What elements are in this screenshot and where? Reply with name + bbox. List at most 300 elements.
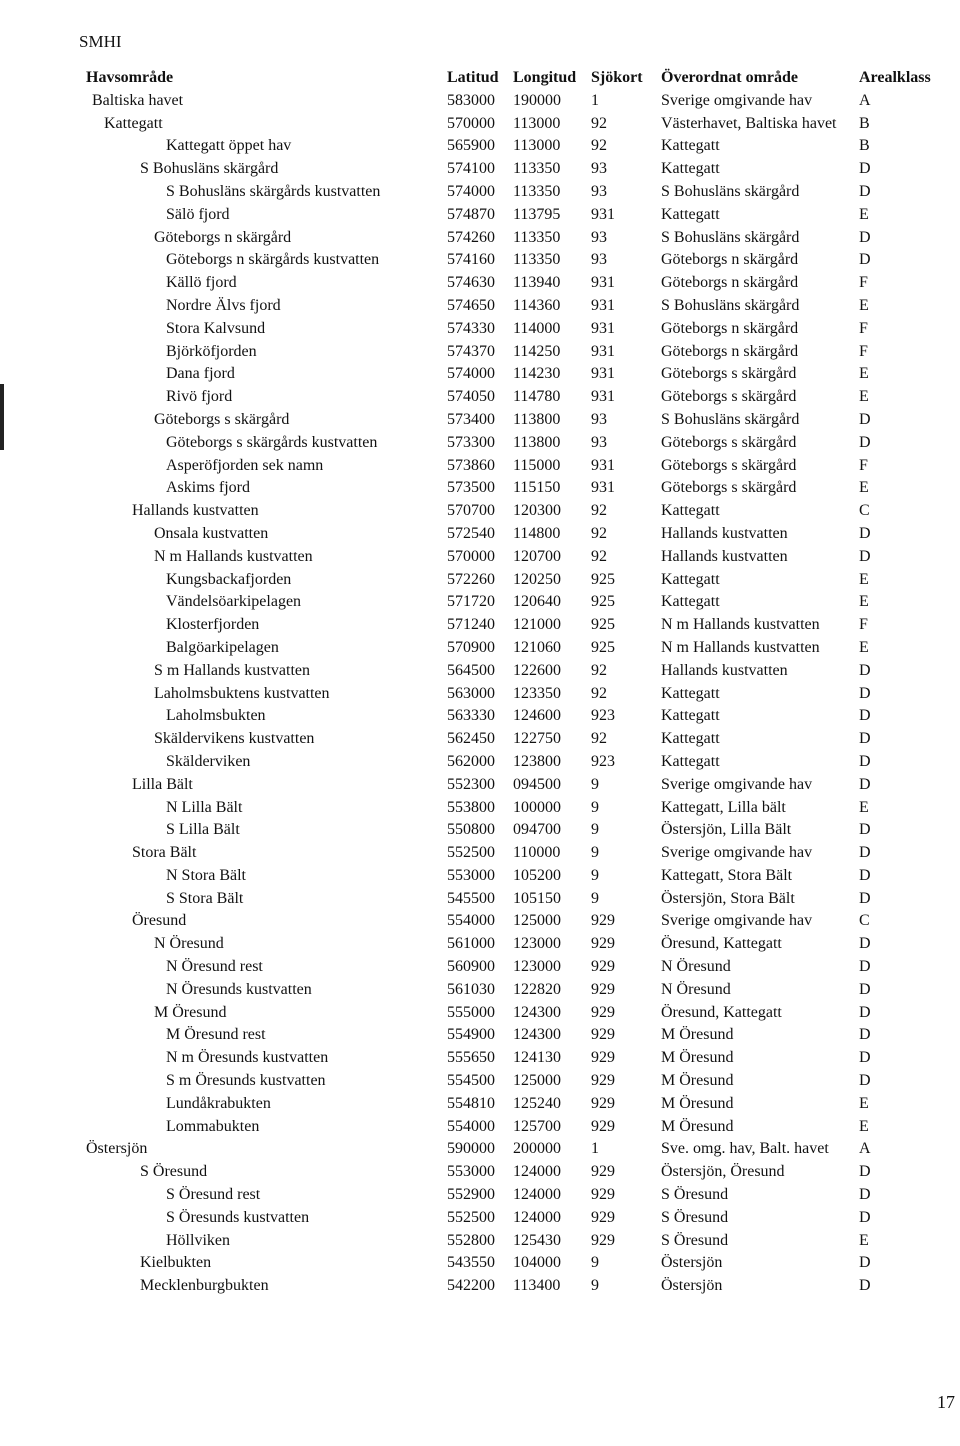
cell-overordnat-omrade: Kattegatt bbox=[661, 593, 720, 611]
cell-name bbox=[86, 409, 447, 432]
cell-latitud: 574870 bbox=[447, 205, 495, 223]
cell-overordnat-omrade: Östersjön, Öresund bbox=[661, 1163, 785, 1181]
cell-sjokort: 9 bbox=[591, 775, 599, 793]
cell-arealklass: A bbox=[859, 1140, 871, 1158]
cell-arealklass: D bbox=[859, 1072, 871, 1090]
area-name: Kattegatt bbox=[104, 114, 163, 132]
area-name: Rivö fjord bbox=[166, 388, 233, 406]
cell-latitud: 574630 bbox=[447, 274, 495, 292]
sea-area-table bbox=[86, 67, 939, 1298]
cell-arealklass: D bbox=[859, 182, 871, 200]
table-row bbox=[86, 1252, 939, 1275]
cell-latitud: 574000 bbox=[447, 182, 495, 200]
cell-overordnat-omrade: S Öresund bbox=[661, 1186, 729, 1204]
cell-arealklass: D bbox=[859, 958, 871, 976]
cell-longitud: 113800 bbox=[513, 433, 561, 451]
cell-sjokort: 92 bbox=[591, 137, 607, 155]
cell-arealklass: D bbox=[859, 1003, 871, 1021]
cell-longitud: 123000 bbox=[513, 958, 561, 976]
cell-arealklass: D bbox=[859, 228, 871, 246]
table-row bbox=[86, 614, 939, 637]
cell-sjokort: 923 bbox=[591, 707, 615, 725]
cell-longitud: 114250 bbox=[513, 342, 561, 360]
cell-latitud: 572260 bbox=[447, 570, 495, 588]
cell-latitud: 562000 bbox=[447, 752, 495, 770]
cell-arealklass: F bbox=[859, 616, 868, 634]
cell-longitud: 120700 bbox=[513, 547, 561, 565]
cell-overordnat-omrade: Sverige omgivande hav bbox=[661, 775, 813, 793]
cell-longitud: 120640 bbox=[513, 593, 561, 611]
area-name: Kattegatt öppet hav bbox=[166, 137, 292, 155]
cell-overordnat-omrade: N Öresund bbox=[661, 958, 731, 976]
table-row bbox=[86, 1002, 939, 1025]
area-name: Göteborgs n skärgård bbox=[154, 228, 292, 246]
scan-margin-mark bbox=[0, 384, 4, 450]
cell-latitud: 555650 bbox=[447, 1049, 495, 1067]
table-row bbox=[86, 1161, 939, 1184]
cell-arealklass: D bbox=[859, 935, 871, 953]
cell-overordnat-omrade: Kattegatt bbox=[661, 205, 720, 223]
cell-sjokort: 931 bbox=[591, 296, 615, 314]
cell-latitud: 553000 bbox=[447, 1163, 495, 1181]
cell-name bbox=[86, 249, 447, 272]
cell-sjokort: 925 bbox=[591, 570, 615, 588]
table-row bbox=[86, 865, 939, 888]
table-row bbox=[86, 341, 939, 364]
cell-longitud: 122750 bbox=[513, 730, 561, 748]
cell-sjokort: 93 bbox=[591, 228, 607, 246]
cell-name bbox=[86, 1275, 447, 1298]
cell-latitud: 571720 bbox=[447, 593, 495, 611]
cell-overordnat-omrade: Göteborgs s skärgård bbox=[661, 388, 797, 406]
area-name: N m Öresunds kustvatten bbox=[166, 1049, 329, 1067]
cell-name bbox=[86, 227, 447, 250]
cell-overordnat-omrade: N Öresund bbox=[661, 980, 731, 998]
cell-name bbox=[86, 1207, 447, 1230]
cell-longitud: 121000 bbox=[513, 616, 561, 634]
table-row bbox=[86, 409, 939, 432]
cell-sjokort: 929 bbox=[591, 1208, 615, 1226]
cell-name bbox=[86, 797, 447, 820]
cell-longitud: 124300 bbox=[513, 1026, 561, 1044]
table-row bbox=[86, 500, 939, 523]
cell-longitud: 124300 bbox=[513, 1003, 561, 1021]
cell-name bbox=[86, 90, 447, 113]
table-row bbox=[86, 272, 939, 295]
cell-overordnat-omrade: Hallands kustvatten bbox=[661, 661, 788, 679]
cell-longitud: 113000 bbox=[513, 114, 561, 132]
cell-name bbox=[86, 819, 447, 842]
cell-longitud: 200000 bbox=[513, 1140, 561, 1158]
cell-sjokort: 931 bbox=[591, 274, 615, 292]
table-row bbox=[86, 1207, 939, 1230]
page-number: 17 bbox=[937, 1392, 955, 1412]
cell-latitud: 574000 bbox=[447, 365, 495, 383]
table-row bbox=[86, 546, 939, 569]
area-name: Dana fjord bbox=[166, 365, 235, 383]
cell-longitud: 113400 bbox=[513, 1277, 561, 1295]
col-header-longitud: Longitud bbox=[513, 69, 577, 86]
table-row bbox=[86, 979, 939, 1002]
cell-arealklass: D bbox=[859, 547, 871, 565]
col-header-havsomrade: Havsområde bbox=[86, 69, 174, 86]
cell-overordnat-omrade: Kattegatt bbox=[661, 752, 720, 770]
cell-arealklass: D bbox=[859, 410, 871, 428]
cell-overordnat-omrade: Hallands kustvatten bbox=[661, 524, 788, 542]
cell-name bbox=[86, 1138, 447, 1161]
cell-name bbox=[86, 135, 447, 158]
cell-latitud: 552800 bbox=[447, 1231, 495, 1249]
cell-latitud: 571240 bbox=[447, 616, 495, 634]
table-row bbox=[86, 158, 939, 181]
cell-latitud: 564500 bbox=[447, 661, 495, 679]
cell-latitud: 542200 bbox=[447, 1277, 495, 1295]
cell-latitud: 574330 bbox=[447, 319, 495, 337]
cell-sjokort: 929 bbox=[591, 1163, 615, 1181]
cell-arealklass: D bbox=[859, 1049, 871, 1067]
cell-name bbox=[86, 295, 447, 318]
cell-arealklass: B bbox=[859, 137, 870, 155]
cell-sjokort: 931 bbox=[591, 365, 615, 383]
area-name: N m Hallands kustvatten bbox=[154, 547, 313, 565]
cell-name bbox=[86, 1047, 447, 1070]
table-row bbox=[86, 1024, 939, 1047]
table-row bbox=[86, 569, 939, 592]
table-row bbox=[86, 705, 939, 728]
table-row bbox=[86, 204, 939, 227]
cell-sjokort: 925 bbox=[591, 616, 615, 634]
cell-name bbox=[86, 1070, 447, 1093]
cell-sjokort: 9 bbox=[591, 1254, 599, 1272]
cell-longitud: 124000 bbox=[513, 1186, 561, 1204]
cell-longitud: 114360 bbox=[513, 296, 561, 314]
cell-latitud: 545500 bbox=[447, 889, 495, 907]
cell-latitud: 552300 bbox=[447, 775, 495, 793]
table-row bbox=[86, 933, 939, 956]
cell-latitud: 573300 bbox=[447, 433, 495, 451]
cell-latitud: 574260 bbox=[447, 228, 495, 246]
area-name: S Bohusläns skärgårds kustvatten bbox=[166, 182, 381, 200]
cell-sjokort: 925 bbox=[591, 593, 615, 611]
table-row bbox=[86, 455, 939, 478]
cell-arealklass: E bbox=[859, 798, 869, 816]
cell-sjokort: 929 bbox=[591, 1231, 615, 1249]
cell-name bbox=[86, 979, 447, 1002]
area-name: Lilla Bält bbox=[132, 775, 193, 793]
cell-longitud: 125000 bbox=[513, 912, 561, 930]
cell-overordnat-omrade: N m Hallands kustvatten bbox=[661, 616, 820, 634]
cell-overordnat-omrade: S Öresund bbox=[661, 1208, 729, 1226]
table-row bbox=[86, 363, 939, 386]
cell-latitud: 550800 bbox=[447, 821, 495, 839]
cell-name bbox=[86, 1252, 447, 1275]
table-row bbox=[86, 295, 939, 318]
cell-name bbox=[86, 1116, 447, 1139]
table-row bbox=[86, 432, 939, 455]
cell-longitud: 124000 bbox=[513, 1208, 561, 1226]
cell-latitud: 552900 bbox=[447, 1186, 495, 1204]
cell-longitud: 100000 bbox=[513, 798, 561, 816]
cell-name bbox=[86, 1184, 447, 1207]
area-name: Skäldervikens kustvatten bbox=[154, 730, 315, 748]
area-name: Onsala kustvatten bbox=[154, 524, 269, 542]
cell-overordnat-omrade: M Öresund bbox=[661, 1117, 734, 1135]
cell-sjokort: 93 bbox=[591, 433, 607, 451]
cell-overordnat-omrade: Hallands kustvatten bbox=[661, 547, 788, 565]
area-name: Östersjön bbox=[86, 1140, 148, 1158]
cell-arealklass: F bbox=[859, 342, 868, 360]
area-name: S Lilla Bält bbox=[166, 821, 240, 839]
cell-sjokort: 929 bbox=[591, 1186, 615, 1204]
cell-latitud: 570000 bbox=[447, 114, 495, 132]
cell-overordnat-omrade: Göteborgs n skärgård bbox=[661, 274, 799, 292]
cell-longitud: 121060 bbox=[513, 638, 561, 656]
cell-overordnat-omrade: Kattegatt, Stora Bält bbox=[661, 866, 793, 884]
cell-latitud: 561030 bbox=[447, 980, 495, 998]
cell-latitud: 563330 bbox=[447, 707, 495, 725]
table-row bbox=[86, 1093, 939, 1116]
cell-sjokort: 92 bbox=[591, 547, 607, 565]
cell-overordnat-omrade: S Bohusläns skärgård bbox=[661, 228, 800, 246]
cell-overordnat-omrade: Göteborgs s skärgård bbox=[661, 456, 797, 474]
cell-arealklass: D bbox=[859, 1186, 871, 1204]
cell-name bbox=[86, 1230, 447, 1253]
cell-name bbox=[86, 432, 447, 455]
cell-name bbox=[86, 546, 447, 569]
cell-sjokort: 93 bbox=[591, 182, 607, 200]
cell-sjokort: 9 bbox=[591, 1277, 599, 1295]
cell-longitud: 124000 bbox=[513, 1163, 561, 1181]
cell-overordnat-omrade: Sverige omgivande hav bbox=[661, 844, 813, 862]
cell-longitud: 113795 bbox=[513, 205, 561, 223]
area-name: S Öresund rest bbox=[166, 1186, 261, 1204]
table-row bbox=[86, 1070, 939, 1093]
cell-longitud: 105150 bbox=[513, 889, 561, 907]
cell-longitud: 113940 bbox=[513, 274, 561, 292]
cell-arealklass: D bbox=[859, 1254, 871, 1272]
cell-sjokort: 925 bbox=[591, 638, 615, 656]
cell-longitud: 120300 bbox=[513, 502, 561, 520]
area-name: N Öresunds kustvatten bbox=[166, 980, 312, 998]
area-name: Skälderviken bbox=[166, 752, 251, 770]
table-row bbox=[86, 249, 939, 272]
table-row bbox=[86, 1116, 939, 1139]
area-name: M Öresund rest bbox=[166, 1026, 266, 1044]
cell-sjokort: 92 bbox=[591, 684, 607, 702]
cell-sjokort: 929 bbox=[591, 1117, 615, 1135]
area-name: Balgöarkipelagen bbox=[166, 638, 279, 656]
table-row bbox=[86, 751, 939, 774]
table-row bbox=[86, 910, 939, 933]
cell-latitud: 574160 bbox=[447, 251, 495, 269]
cell-overordnat-omrade: M Öresund bbox=[661, 1094, 734, 1112]
cell-name bbox=[86, 842, 447, 865]
area-name: Nordre Älvs fjord bbox=[166, 296, 281, 314]
table-row bbox=[86, 1138, 939, 1161]
cell-overordnat-omrade: Sve. omg. hav, Balt. havet bbox=[661, 1140, 829, 1158]
cell-sjokort: 92 bbox=[591, 730, 607, 748]
cell-name bbox=[86, 158, 447, 181]
cell-longitud: 114800 bbox=[513, 524, 561, 542]
cell-arealklass: C bbox=[859, 912, 870, 930]
cell-name bbox=[86, 363, 447, 386]
cell-longitud: 094500 bbox=[513, 775, 561, 793]
cell-overordnat-omrade: M Öresund bbox=[661, 1049, 734, 1067]
area-name: S Öresund bbox=[140, 1163, 208, 1181]
cell-overordnat-omrade: S Bohusläns skärgård bbox=[661, 182, 800, 200]
cell-sjokort: 9 bbox=[591, 821, 599, 839]
cell-longitud: 113350 bbox=[513, 251, 561, 269]
cell-sjokort: 931 bbox=[591, 342, 615, 360]
area-name: S Stora Bält bbox=[166, 889, 244, 907]
table-row bbox=[86, 523, 939, 546]
cell-arealklass: E bbox=[859, 570, 869, 588]
cell-name bbox=[86, 728, 447, 751]
cell-sjokort: 929 bbox=[591, 1003, 615, 1021]
col-header-sjokort: Sjökort bbox=[591, 69, 643, 86]
cell-arealklass: D bbox=[859, 1163, 871, 1181]
cell-longitud: 124600 bbox=[513, 707, 561, 725]
cell-arealklass: E bbox=[859, 296, 869, 314]
area-name: Göteborgs n skärgårds kustvatten bbox=[166, 251, 380, 269]
cell-arealklass: B bbox=[859, 114, 870, 132]
cell-longitud: 113350 bbox=[513, 182, 561, 200]
table-row bbox=[86, 90, 939, 113]
area-name: Vändelsöarkipelagen bbox=[166, 593, 302, 611]
area-name: Laholmsbukten bbox=[166, 707, 266, 725]
cell-sjokort: 93 bbox=[591, 160, 607, 178]
area-name: Höllviken bbox=[166, 1231, 230, 1249]
cell-arealklass: E bbox=[859, 365, 869, 383]
cell-name bbox=[86, 318, 447, 341]
table-row bbox=[86, 842, 939, 865]
cell-sjokort: 929 bbox=[591, 1026, 615, 1044]
cell-name bbox=[86, 774, 447, 797]
cell-arealklass: D bbox=[859, 707, 871, 725]
cell-sjokort: 931 bbox=[591, 456, 615, 474]
cell-sjokort: 923 bbox=[591, 752, 615, 770]
cell-name bbox=[86, 204, 447, 227]
cell-arealklass: D bbox=[859, 661, 871, 679]
cell-arealklass: D bbox=[859, 1277, 871, 1295]
cell-overordnat-omrade: S Bohusläns skärgård bbox=[661, 296, 800, 314]
cell-longitud: 123000 bbox=[513, 935, 561, 953]
cell-latitud: 565900 bbox=[447, 137, 495, 155]
cell-arealklass: A bbox=[859, 91, 871, 109]
cell-overordnat-omrade: Sverige omgivande hav bbox=[661, 912, 813, 930]
cell-overordnat-omrade: Kattegatt bbox=[661, 137, 720, 155]
cell-latitud: 573400 bbox=[447, 410, 495, 428]
table-row bbox=[86, 637, 939, 660]
cell-latitud: 573500 bbox=[447, 479, 495, 497]
cell-arealklass: D bbox=[859, 684, 871, 702]
table-row bbox=[86, 1047, 939, 1070]
area-name: N Lilla Bält bbox=[166, 798, 243, 816]
area-name: S m Hallands kustvatten bbox=[154, 661, 310, 679]
cell-longitud: 105200 bbox=[513, 866, 561, 884]
area-name: N Stora Bält bbox=[166, 866, 246, 884]
cell-overordnat-omrade: Göteborgs n skärgård bbox=[661, 251, 799, 269]
area-name: Sälö fjord bbox=[166, 205, 230, 223]
table-row bbox=[86, 1184, 939, 1207]
cell-arealklass: D bbox=[859, 752, 871, 770]
cell-longitud: 114000 bbox=[513, 319, 561, 337]
cell-longitud: 113800 bbox=[513, 410, 561, 428]
area-name: Mecklenburgbukten bbox=[140, 1277, 269, 1295]
cell-longitud: 110000 bbox=[513, 844, 561, 862]
cell-latitud: 574050 bbox=[447, 388, 495, 406]
cell-arealklass: C bbox=[859, 502, 870, 520]
cell-longitud: 123800 bbox=[513, 752, 561, 770]
cell-sjokort: 929 bbox=[591, 935, 615, 953]
cell-arealklass: D bbox=[859, 889, 871, 907]
area-name: Björköfjorden bbox=[166, 342, 257, 360]
cell-name bbox=[86, 614, 447, 637]
cell-latitud: 552500 bbox=[447, 844, 495, 862]
cell-overordnat-omrade: Göteborgs s skärgård bbox=[661, 433, 797, 451]
cell-longitud: 125430 bbox=[513, 1231, 561, 1249]
cell-longitud: 114780 bbox=[513, 388, 561, 406]
cell-name bbox=[86, 272, 447, 295]
col-header-arealklass: Arealklass bbox=[859, 69, 931, 86]
table-row bbox=[86, 318, 939, 341]
cell-name bbox=[86, 1024, 447, 1047]
cell-sjokort: 929 bbox=[591, 1094, 615, 1112]
table-row bbox=[86, 797, 939, 820]
cell-sjokort: 931 bbox=[591, 205, 615, 223]
cell-name bbox=[86, 113, 447, 136]
area-name: S Öresunds kustvatten bbox=[166, 1208, 310, 1226]
cell-sjokort: 931 bbox=[591, 479, 615, 497]
cell-arealklass: D bbox=[859, 524, 871, 542]
cell-longitud: 122600 bbox=[513, 661, 561, 679]
cell-latitud: 570700 bbox=[447, 502, 495, 520]
cell-sjokort: 931 bbox=[591, 388, 615, 406]
cell-sjokort: 9 bbox=[591, 889, 599, 907]
table-row bbox=[86, 386, 939, 409]
table-row bbox=[86, 819, 939, 842]
cell-name bbox=[86, 455, 447, 478]
area-name: Kielbukten bbox=[140, 1254, 212, 1272]
cell-name bbox=[86, 1093, 447, 1116]
area-name: Öresund bbox=[132, 912, 187, 930]
cell-overordnat-omrade: Östersjön bbox=[661, 1277, 723, 1295]
cell-longitud: 104000 bbox=[513, 1254, 561, 1272]
cell-overordnat-omrade: Östersjön, Lilla Bält bbox=[661, 821, 792, 839]
cell-latitud: 555000 bbox=[447, 1003, 495, 1021]
cell-overordnat-omrade: Göteborgs s skärgård bbox=[661, 365, 797, 383]
cell-overordnat-omrade: Kattegatt bbox=[661, 570, 720, 588]
cell-name bbox=[86, 888, 447, 911]
area-name: Askims fjord bbox=[166, 479, 250, 497]
area-name: M Öresund bbox=[154, 1003, 227, 1021]
cell-name bbox=[86, 386, 447, 409]
cell-arealklass: D bbox=[859, 775, 871, 793]
cell-name bbox=[86, 637, 447, 660]
table-row bbox=[86, 477, 939, 500]
area-name: Göteborgs s skärgård bbox=[154, 410, 290, 428]
cell-sjokort: 929 bbox=[591, 980, 615, 998]
table-body bbox=[86, 90, 939, 1298]
cell-latitud: 583000 bbox=[447, 91, 495, 109]
cell-latitud: 543550 bbox=[447, 1254, 495, 1272]
cell-arealklass: D bbox=[859, 1026, 871, 1044]
cell-name bbox=[86, 591, 447, 614]
area-name: N Öresund bbox=[154, 935, 224, 953]
cell-longitud: 123350 bbox=[513, 684, 561, 702]
col-header-latitud: Latitud bbox=[447, 69, 499, 86]
cell-overordnat-omrade: Göteborgs n skärgård bbox=[661, 342, 799, 360]
